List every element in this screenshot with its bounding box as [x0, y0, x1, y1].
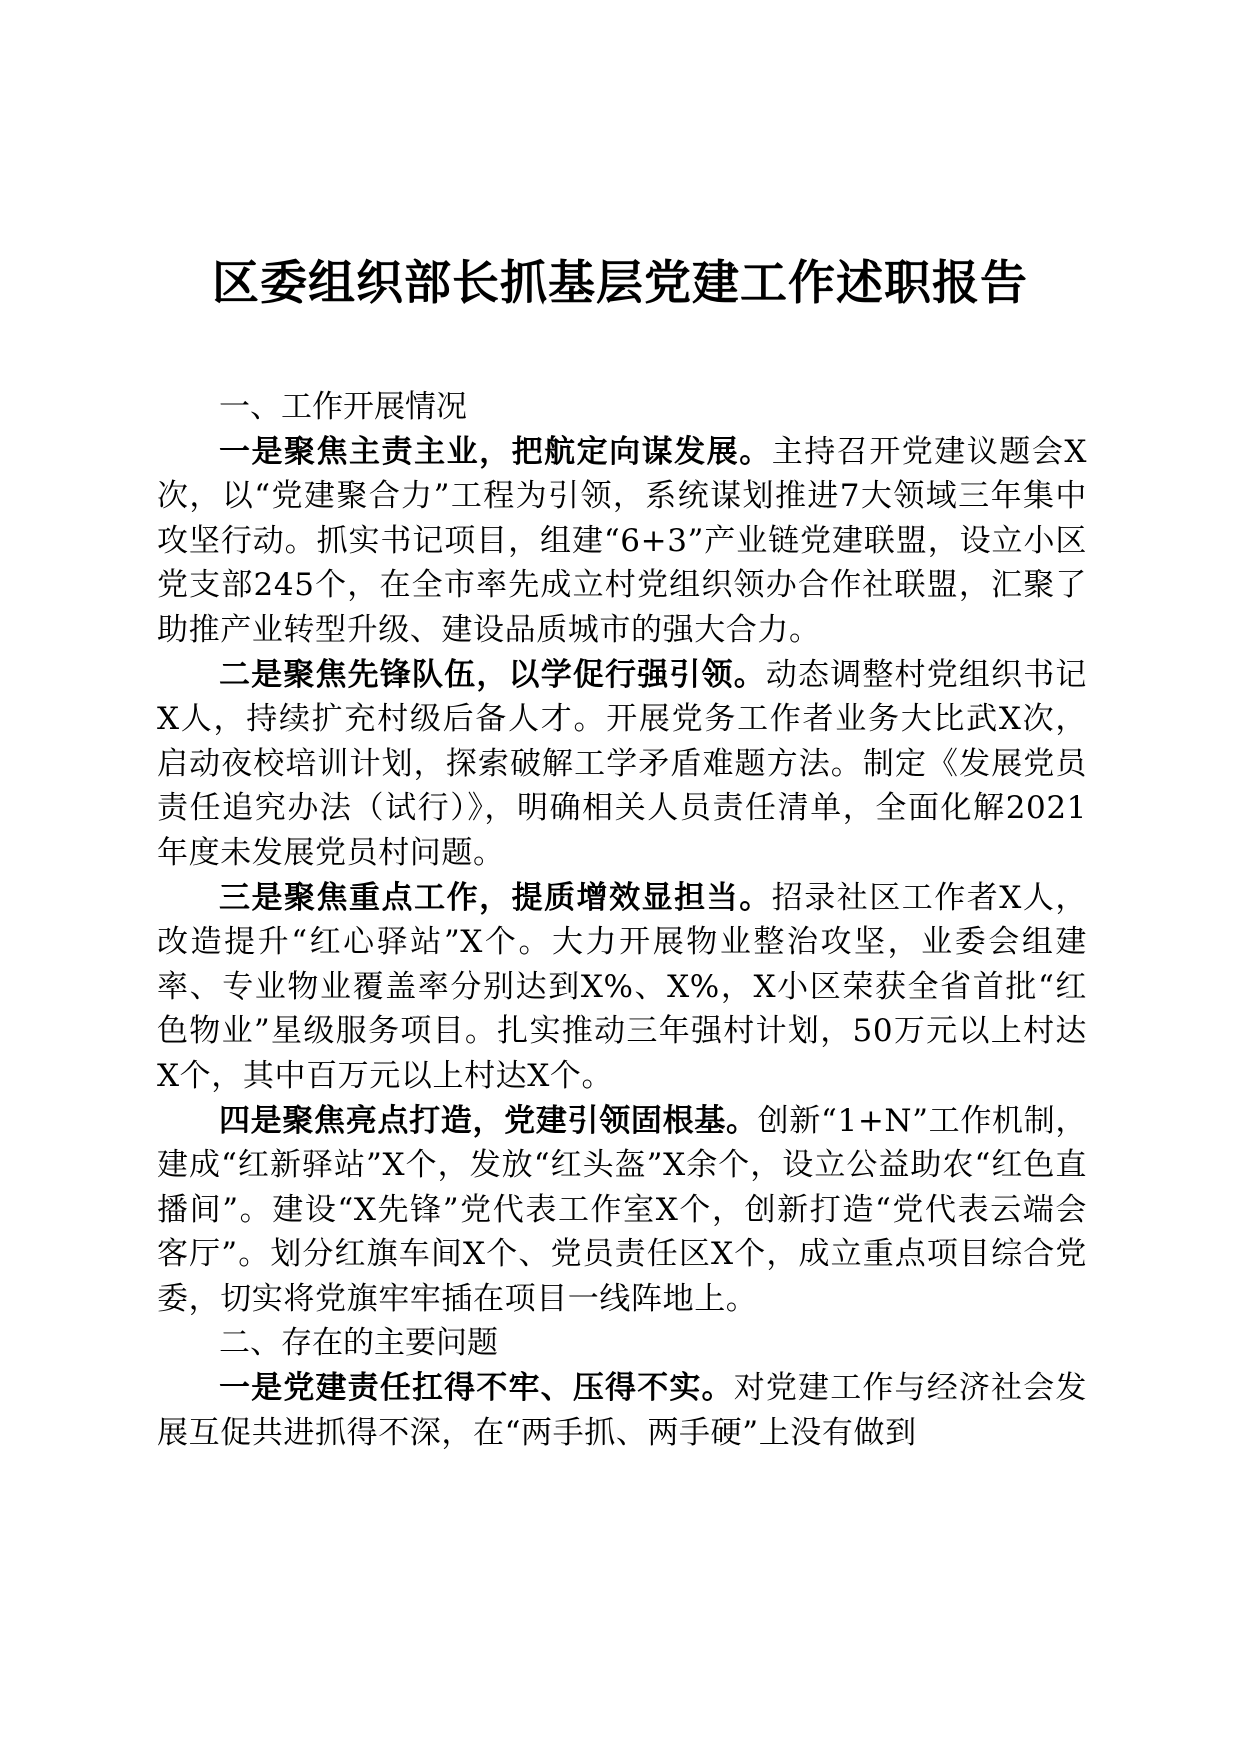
paragraph-5	[157, 1366, 1087, 1455]
paragraph-1	[157, 430, 1087, 653]
paragraph-lead: 一是党建责任扛得不牢、压得不实。	[219, 1370, 734, 1407]
section-heading: 二、存在的主要问题	[219, 1325, 498, 1362]
section-work-progress	[157, 385, 1087, 1321]
paragraph-lead: 三是聚焦重点工作，提质增效显担当。	[219, 879, 772, 916]
paragraph-3	[157, 876, 1087, 1099]
paragraph-text: 动态调整村党组织书记X人，持续扩充村级后备人才。开展党务工作者业务大比武X次，启动夜校培训计划，探索破解工学矛盾难题方法。制定《发展党员责任追究办法（试行）》，明确相关人员责任清单，全面化解2021年度未发展党员村问题。	[157, 656, 1087, 871]
paragraph-text: 招录社区工作者X人，改造提升“红心驿站”X个。大力开展物业整治攻坚，业委会组建率、专业物业覆盖率分别达到X%、X%，X小区荣获全省首批“红色物业”星级服务项目。扎实推动三年强村计划，50万元以上村达X个，其中百万元以上村达X个。	[157, 879, 1087, 1094]
section-heading: 一、工作开展情况	[219, 389, 467, 425]
paragraph-text: 对党建工作与经济社会发展互促共进抓得不深，在“两手抓、两手硬”上没有做到	[157, 1370, 1087, 1451]
paragraph-text: 创新“1+N”工作机制，建成“红新驿站”X个，发放“红头盔”X余个，设立公益助农“红色直播间”。建设“X先锋”党代表工作室X个，创新打造“党代表云端会客厅”。划分红旗车间X个、党员责任区X个，成立重点项目综合党委，切实将党旗牢牢插在项目一线阵地上。	[157, 1102, 1087, 1317]
document-body	[157, 385, 1087, 1455]
paragraph-4	[157, 1099, 1087, 1322]
section-main-problems	[157, 1321, 1087, 1455]
document-title: 区委组织部长抓基层党建工作述职报告	[212, 256, 1028, 311]
paragraph-text: 主持召开党建议题会X次，以“党建聚合力”工程为引领，系统谋划推进7大领域三年集中攻坚行动。抓实书记项目，组建“6+3”产业链党建联盟，设立小区党支部245个，在全市率先成立村党组织领办合作社联盟，汇聚了助推产业转型升级、建设品质城市的强大合力。	[157, 433, 1087, 648]
paragraph-lead: 四是聚焦亮点打造，党建引领固根基。	[219, 1102, 758, 1139]
paragraph-lead: 二是聚焦先锋队伍，以学促行强引领。	[219, 656, 766, 693]
paragraph-lead: 一是聚焦主责主业，把航定向谋发展。	[219, 433, 772, 470]
paragraph-2	[157, 653, 1087, 876]
